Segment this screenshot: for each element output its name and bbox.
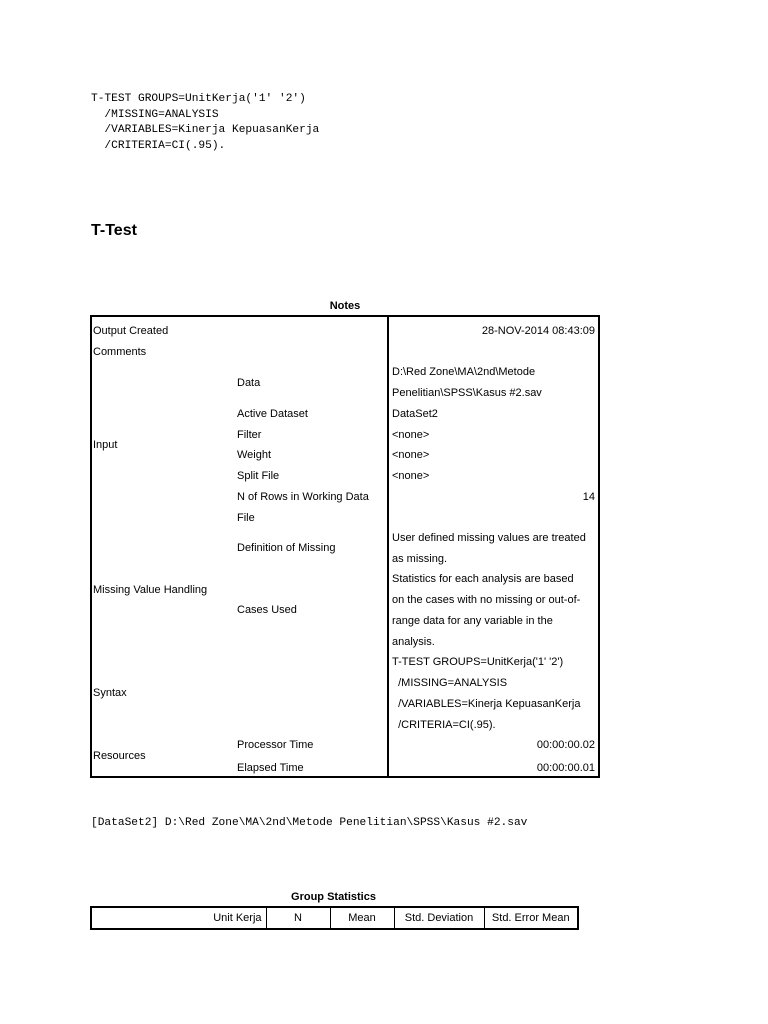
syntax-line: /CRITERIA=CI(.95). xyxy=(91,139,226,152)
syntax-value: T-TEST GROUPS=UnitKerja('1' '2') xyxy=(392,656,564,668)
syntax-value-cont: /MISSING=ANALYSIS xyxy=(392,677,508,689)
output-created-label: Output Created xyxy=(93,325,169,337)
comments-label: Comments xyxy=(93,346,147,358)
processor-time-label: Processor Time xyxy=(237,739,314,751)
dataset-path-line: [DataSet2] D:\Red Zone\MA\2nd\Metode Penelitian\SPSS\Kasus #2.sav xyxy=(91,817,528,829)
data-label: Data xyxy=(237,377,261,389)
group-statistics-table xyxy=(90,906,579,930)
split-file-value: <none> xyxy=(392,470,430,482)
input-label: Input xyxy=(93,439,118,451)
syntax-value-cont: /CRITERIA=CI(.95). xyxy=(392,719,496,731)
syntax-value-cont: /VARIABLES=Kinerja KepuasanKerja xyxy=(392,698,581,710)
section-heading: T-Test xyxy=(91,222,137,239)
header-cell-blank xyxy=(91,907,191,929)
weight-label: Weight xyxy=(237,449,272,461)
resources-label: Resources xyxy=(93,750,146,762)
n-rows-label: N of Rows in Working Data xyxy=(237,491,369,503)
split-file-label: Split File xyxy=(237,470,280,482)
cases-used-value: Statistics for each analysis are based xyxy=(392,573,574,585)
elapsed-time-value: 00:00:00.01 xyxy=(536,762,595,774)
filter-value: <none> xyxy=(392,429,430,441)
missing-value-handling-label: Missing Value Handling xyxy=(93,584,208,596)
elapsed-time-label: Elapsed Time xyxy=(237,762,304,774)
processor-time-value: 00:00:00.02 xyxy=(536,739,595,751)
n-rows-value: 14 xyxy=(582,491,595,503)
header-cell-std-error-mean: Std. Error Mean xyxy=(484,907,578,929)
data-value: D:\Red Zone\MA\2nd\Metode xyxy=(392,366,536,378)
syntax-line: T-TEST GROUPS=UnitKerja('1' '2') xyxy=(91,93,306,105)
active-dataset-label: Active Dataset xyxy=(237,408,308,420)
header-cell-n: N xyxy=(266,907,330,929)
header-cell-std-deviation: Std. Deviation xyxy=(394,907,484,929)
syntax-line: /VARIABLES=Kinerja KepuasanKerja xyxy=(91,124,320,136)
active-dataset-value: DataSet2 xyxy=(392,408,438,420)
syntax-label: Syntax xyxy=(93,687,127,699)
notes-table-title: Notes xyxy=(329,300,361,312)
notes-column-divider xyxy=(387,315,389,778)
table-header-row xyxy=(91,907,578,929)
cases-used-label: Cases Used xyxy=(237,604,297,616)
filter-label: Filter xyxy=(237,429,262,441)
weight-value: <none> xyxy=(392,449,430,461)
header-cell-unit-kerja: Unit Kerja xyxy=(191,907,266,929)
definition-of-missing-value: User defined missing values are treated xyxy=(392,532,586,544)
syntax-block xyxy=(91,92,319,154)
group-statistics-title: Group Statistics xyxy=(291,891,376,903)
syntax-line: /MISSING=ANALYSIS xyxy=(91,108,219,121)
definition-of-missing-label: Definition of Missing xyxy=(237,542,336,554)
header-cell-mean: Mean xyxy=(330,907,394,929)
cases-used-value-cont: on the cases with no missing or out-of- xyxy=(392,594,581,606)
data-value-cont: Penelitian\SPSS\Kasus #2.sav xyxy=(392,387,542,399)
definition-of-missing-value-cont: as missing. xyxy=(392,553,448,565)
output-created-value: 28-NOV-2014 08:43:09 xyxy=(481,325,595,337)
cases-used-value-cont: range data for any variable in the xyxy=(392,615,553,627)
cases-used-value-cont: analysis. xyxy=(392,636,435,648)
n-rows-label-cont: File xyxy=(237,512,255,524)
